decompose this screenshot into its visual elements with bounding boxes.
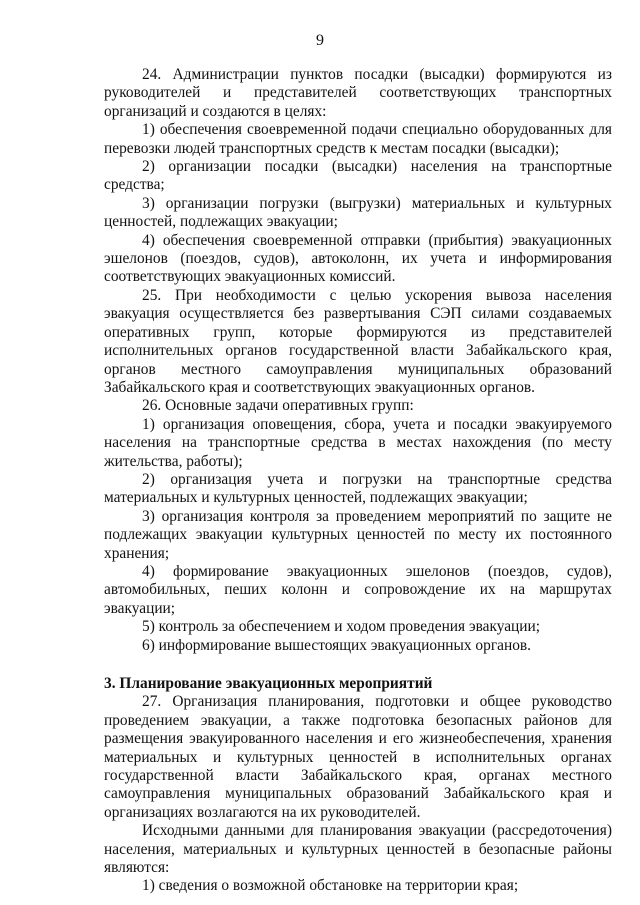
page-number: 9 xyxy=(316,32,324,49)
list-item-24-4: 4) обеспечения своевременной отправки (прибытия) эвакуационных эшелонов (поездов, судов), автоколонн, их учета и информирования соответствующих эвакуационных комиссий. xyxy=(104,231,612,286)
list-item-26-2: 2) организация учета и погрузки на транспортные средства материальных и культурных ценностей, подлежащих эвакуации; xyxy=(104,470,612,507)
list-item-26-3: 3) организация контроля за проведением мероприятий по защите не подлежащих эвакуации культурных ценностей по месту их постоянного хранения; xyxy=(104,507,612,562)
paragraph-24: 24. Администрации пунктов посадки (высадки) формируются из руководителей и представителей соответствующих транспортных организаций и создаются в целях: xyxy=(104,66,612,120)
section-heading: 3. Планирование эвакуационных мероприятий xyxy=(104,675,433,692)
list-item-26-4: 4) формирование эвакуационных эшелонов (поездов, судов), автомобильных, пеших колонн и сопровождение их на маршрутах эвакуации; xyxy=(104,562,612,617)
paragraph-25: 25. При необходимости с целью ускорения вывоза населения эвакуация осуществляется без развертывания СЭП силами создаваемых оперативных групп, которые формируются из представителей исполнительных органов государственной власти Забайкальского края, органов местного самоуправления муниципальных образований Забайкальского края и соответствующих эвакуационных органов. xyxy=(104,286,612,396)
list-item-24-1: 1) обеспечения своевременной подачи специально оборудованных для перевозки людей транспортных средств к местам посадки (высадки); xyxy=(104,121,612,157)
paragraph-27: 27. Организация планирования, подготовки и общее руководство проведением эвакуации, а также подготовка безопасных районов для размещения эвакуированного населения и его жизнеобеспечения, хранения материальных и культурных ценностей в исполнительных органах государственной власти Забайкальского края, органах местного самоуправления муниципальных образований Забайкальского края и организациях возлагаются на их руководителей. xyxy=(104,693,612,821)
document-body xyxy=(104,66,612,896)
list-item-24-3: 3) организации погрузки (выгрузки) материальных и культурных ценностей, подлежащих эвакуации; xyxy=(104,194,612,231)
list-item-26-6: 6) информирование вышестоящих эвакуационных органов. xyxy=(142,636,532,654)
list-item-26-5: 5) контроль за обеспечением и ходом проведения эвакуации; xyxy=(142,618,541,636)
list-item-26-1: 1) организация оповещения, сбора, учета и посадки эвакуируемого населения на транспортные средства в местах нахождения (по месту жительства, работы); xyxy=(104,415,612,470)
paragraph-initial-data: Исходными данными для планирования эвакуации (рассредоточения) населения, материальных и культурных ценностей в безопасные районы являются: xyxy=(104,822,612,877)
list-item-24-2: 2) организации посадки (высадки) населения на транспортные средства; xyxy=(104,158,612,194)
paragraph-26: 26. Основные задачи оперативных групп: xyxy=(142,397,414,415)
list-item-initial-data-1: 1) сведения о возможной обстановке на территории края; xyxy=(142,877,519,895)
